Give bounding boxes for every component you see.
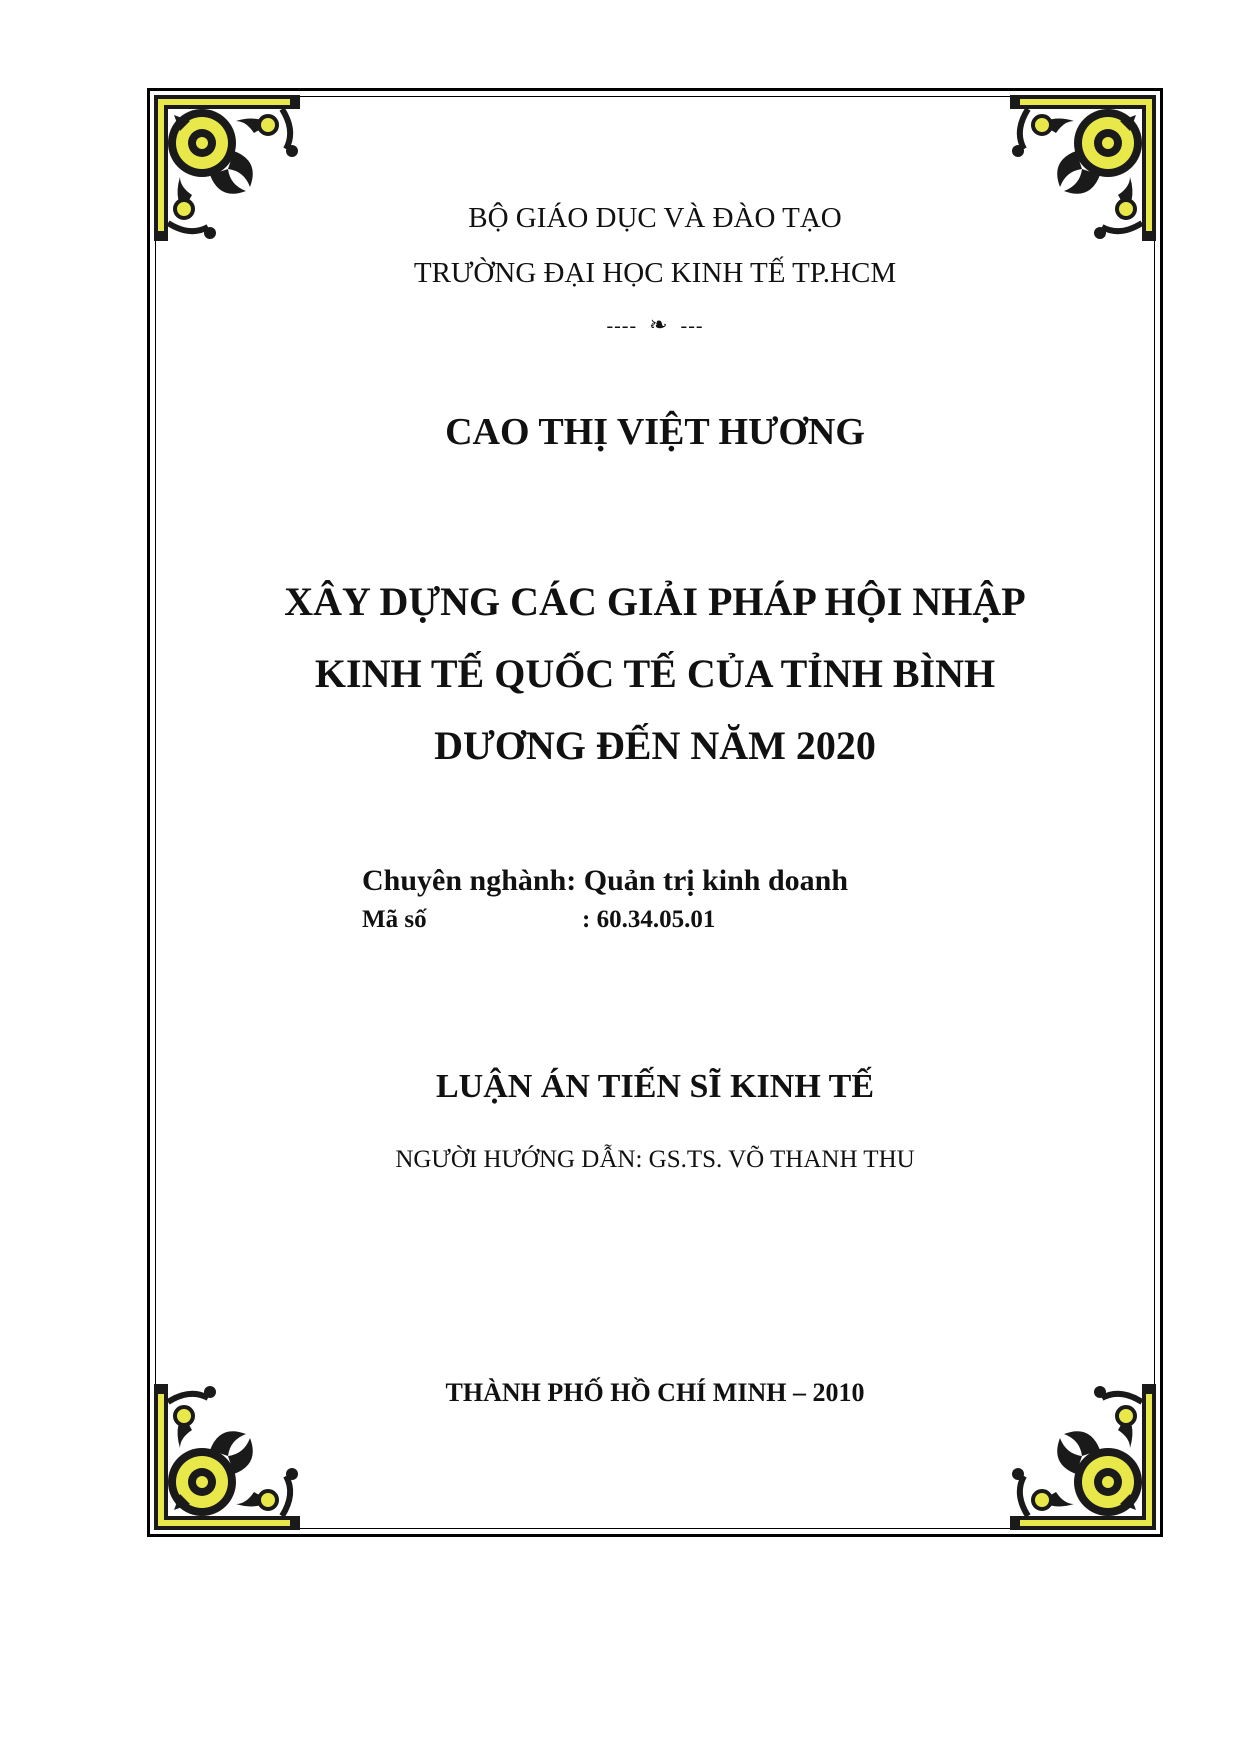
degree-type: LUẬN ÁN TIẾN SĨ KINH TẾ (435, 1068, 875, 1105)
code-value: : 60.34.05.01 (582, 906, 716, 933)
page-border-inner (155, 96, 1155, 1529)
thesis-title-line: KINH TẾ QUỐC TẾ CỦA TỈNH BÌNH (314, 651, 996, 696)
thesis-title (147, 566, 1163, 782)
school-name: TRƯỜNG ĐẠI HỌC KINH TẾ TP.HCM (413, 257, 897, 289)
author-name: CAO THỊ VIỆT HƯƠNG (445, 411, 865, 453)
fleuron-icon: ❧ (649, 312, 669, 337)
specialization: Chuyên nghành: Quản trị kinh doanh (362, 864, 849, 897)
code-label: Mã số (362, 906, 427, 933)
specialization-code (362, 906, 716, 934)
thesis-title-line: DƯƠNG ĐẾN NĂM 2020 (434, 723, 876, 768)
divider-dashes-right: --- (680, 315, 704, 337)
ministry-name: BỘ GIÁO DỤC VÀ ĐÀO TẠO (468, 202, 842, 234)
advisor: NGƯỜI HƯỚNG DẪN: GS.TS. VÕ THANH THU (395, 1146, 915, 1173)
header-divider (147, 312, 1163, 338)
thesis-title-line: XÂY DỰNG CÁC GIẢI PHÁP HỘI NHẬP (284, 579, 1026, 624)
divider-dashes-left: ---- (606, 315, 638, 337)
place-year: THÀNH PHỐ HỒ CHÍ MINH – 2010 (445, 1378, 865, 1407)
